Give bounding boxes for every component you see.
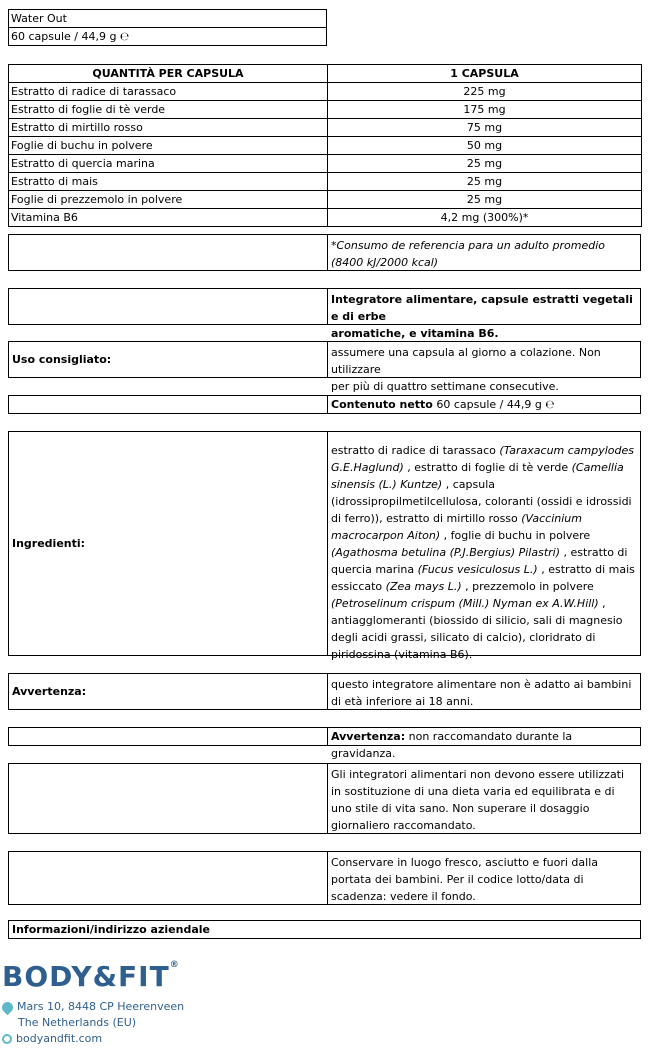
- ingredient-botanical-name: (Taraxacum campylodes G.E.Haglund): [331, 444, 635, 474]
- table-row: Estratto di radice di tarassaco 225 mg: [9, 83, 642, 101]
- table-row: Estratto di mais 25 mg: [9, 173, 642, 191]
- ingredient-text: , prezzemolo in polvere: [461, 580, 594, 593]
- product-name: Water Out: [9, 10, 327, 28]
- empty-cell: [8, 395, 328, 414]
- ingredients-label: Ingredienti:: [8, 431, 328, 656]
- empty-cell: [8, 234, 328, 271]
- col-header-quantity: QUANTITÀ PER CAPSULA: [9, 65, 328, 83]
- table-row: Estratto di quercia marina 25 mg: [9, 155, 642, 173]
- company-info-label: Informazioni/indirizzo aziendale: [8, 920, 641, 939]
- package-size: 60 capsule / 44,9 g ℮: [9, 28, 327, 46]
- table-row: Estratto di foglie di tè verde 175 mg: [9, 101, 642, 119]
- warning-children-text: questo integratore alimentare non è adatto ai bambini di età inferiore ai 18 anni.: [327, 673, 641, 710]
- table-row: Estratto di mirtillo rosso 75 mg: [9, 119, 642, 137]
- table-row: Foglie di buchu in polvere 50 mg: [9, 137, 642, 155]
- ingredient-text: , estratto di quercia marina: [331, 546, 628, 576]
- ingredient-botanical-name: (Agathosma betulina (P.J.Bergius) Pilastri): [331, 546, 561, 559]
- empty-cell: [8, 763, 328, 834]
- ingredients-text: [327, 431, 641, 661]
- empty-cell: [8, 288, 328, 325]
- website-link[interactable]: bodyandfit.com: [2, 1032, 102, 1045]
- table-row: Vitamina B6 4,2 mg (300%)*: [9, 209, 642, 227]
- col-header-capsule: 1 CAPSULA: [328, 65, 642, 83]
- ingredient-botanical-name: (Camellia sinensis (L.) Kuntze): [331, 461, 624, 491]
- ingredient-botanical-name: (Petroselinum crispum (Mill.) Nyman ex A.W.Hill): [331, 597, 599, 610]
- address-line-1: Mars 10, 8448 CP Heerenveen: [2, 1000, 184, 1013]
- warning-label: Avvertenza:: [8, 673, 328, 710]
- empty-cell: [8, 851, 328, 905]
- storage-text: Conservare in luogo fresco, asciutto e fuori dalla portata dei bambini. Per il codice lotto/data di scadenza: vedere il fondo.: [327, 851, 641, 905]
- ingredient-botanical-name: (Vaccinium macrocarpon Aiton): [331, 512, 582, 542]
- ingredient-botanical-name: (Fucus vesiculosus L.): [417, 563, 538, 576]
- brand-logo: BODY&FIT®: [2, 960, 180, 993]
- supplement-note: Gli integratori alimentari non devono essere utilizzati in sostituzione di una dieta varia ed equilibrata e di uno stile di vita sano. Non superare il dosaggio giornaliero raccomandato.: [327, 763, 641, 834]
- location-pin-icon: [0, 999, 15, 1015]
- ingredient-text: , estratto di foglie di tè verde: [403, 461, 572, 474]
- globe-icon: [2, 1034, 12, 1044]
- address-line-2: The Netherlands (EU): [18, 1016, 137, 1029]
- usage-text: assumere una capsula al giorno a colazione. Non utilizzare per più di quattro settimane consecutive.: [327, 341, 641, 378]
- ingredient-botanical-name: (Zea mays L.): [385, 580, 462, 593]
- empty-cell: [8, 727, 328, 746]
- header-table: [8, 9, 327, 46]
- warning-pregnancy: Avvertenza: non raccomandato durante la gravidanza.: [327, 727, 641, 746]
- ingredient-text: , foglie di buchu in polvere: [440, 529, 591, 542]
- ingredients-content: [331, 444, 635, 661]
- ingredient-text: estratto di radice di tarassaco: [331, 444, 500, 457]
- reference-note: *Consumo de referencia para un adulto promedio (8400 kJ/2000 kcal): [327, 234, 641, 271]
- ingredient-text: , estratto di mais essiccato: [331, 563, 635, 593]
- product-description: Integratore alimentare, capsule estratti vegetali e di erbe aromatiche, e vitamina B6.: [327, 288, 641, 325]
- net-content: Contenuto netto 60 capsule / 44,9 g ℮: [327, 395, 641, 414]
- usage-label: Uso consigliato:: [8, 341, 328, 378]
- ingredient-text: , antiagglomeranti (biossido di silicio, sali di magnesio degli acidi grassi, silicato di calcio), cloridrato di piridossina (vitamina B6).: [331, 597, 623, 661]
- ingredient-text: , capsula (idrossipropilmetilcellulosa, coloranti (ossidi e idrossidi di ferro)), estratto di mirtillo rosso: [331, 478, 632, 525]
- nutrition-table: [8, 64, 642, 227]
- table-row: Foglie di prezzemolo in polvere 25 mg: [9, 191, 642, 209]
